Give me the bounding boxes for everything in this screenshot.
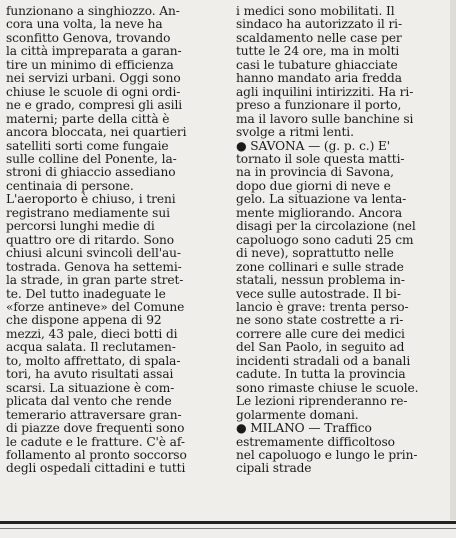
- text-line: ● SAVONA — (g. p. c.) E': [236, 138, 391, 153]
- text-line: cipali strade: [236, 461, 312, 476]
- article-column-right: [236, 5, 452, 476]
- bottom-rule: [0, 521, 456, 524]
- text-line: chiusi alcuni svincoli dell'au-: [6, 246, 181, 261]
- text-line: estremamente difficoltoso: [236, 434, 395, 449]
- text-line: mente migliorando. Ancora: [236, 205, 403, 220]
- text-line: ● MILANO — Traffico: [236, 421, 372, 436]
- text-line: casi le tubature ghiacciate: [236, 57, 398, 72]
- text-line: le cadute e le fratture. C'è af-: [6, 434, 185, 449]
- text-line: che dispone appena di 92: [6, 313, 162, 328]
- text-line: centinaia di persone.: [6, 178, 134, 193]
- text-line: to, molto affrettato, di spala-: [6, 353, 181, 368]
- text-line: tori, ha avuto risultati assai: [6, 367, 174, 382]
- text-line: mezzi, 43 pale, dieci botti di: [6, 326, 178, 341]
- text-line: di neve), soprattutto nelle: [236, 246, 394, 261]
- text-line: quattro ore di ritardo. Sono: [6, 232, 175, 247]
- text-line: sindaco ha autorizzato il ri-: [236, 17, 402, 32]
- text-line: tornato il sole questa matti-: [236, 151, 405, 166]
- text-line: ne e grado, compresi gli asili: [6, 98, 183, 113]
- text-line: sono rimaste chiuse le scuole.: [236, 380, 419, 395]
- text-line: agli inquilini intirizziti. Ha ri-: [236, 84, 414, 99]
- text-line: degli ospedali cittadini e tutti: [6, 461, 186, 476]
- text-line: la strade, in gran parte stret-: [6, 273, 184, 288]
- text-line: incidenti stradali od a banali: [236, 353, 411, 368]
- text-line: golarmente domani.: [236, 407, 359, 422]
- text-line: tire un minimo di efficienza: [6, 57, 174, 72]
- text-line: follamento al pronto soccorso: [6, 447, 187, 462]
- text-line: na in provincia di Savona,: [236, 165, 394, 180]
- text-line: dopo due giorni di neve e: [236, 178, 391, 193]
- text-line: Le lezioni riprenderanno re-: [236, 394, 408, 409]
- text-line: svolge a ritmi lenti.: [236, 125, 354, 140]
- text-line: sulle colline del Ponente, la-: [6, 151, 177, 166]
- text-line: te. Del tutto inadeguate le: [6, 286, 166, 301]
- article-column-left: [6, 5, 226, 476]
- text-line: ma il lavoro sulle banchine si: [236, 111, 414, 126]
- text-line: plicata dal vento che rende: [6, 394, 172, 409]
- text-line: cadute. In tutta la provincia: [236, 367, 406, 382]
- text-line: i medici sono mobilitati. Il: [236, 4, 395, 18]
- text-line: correre alle cure dei medici: [236, 326, 405, 341]
- text-line: acqua salata. Il reclutamen-: [6, 340, 176, 355]
- text-line: gelo. La situazione va lenta-: [236, 192, 407, 207]
- text-line: disagi per la circolazione (nel: [236, 219, 416, 234]
- text-line: statali, nessun problema in-: [236, 273, 405, 288]
- text-line: satelliti sorti come fungaie: [6, 138, 169, 153]
- text-line: «forze antineve» del Comune: [6, 299, 185, 314]
- text-line: tostrada. Genova ha settemi-: [6, 259, 182, 274]
- text-line: L'aeroporto è chiuso, i treni: [6, 192, 176, 207]
- text-line: ancora bloccata, nei quartieri: [6, 125, 187, 140]
- text-line: stroni di ghiaccio assediano: [6, 165, 176, 180]
- text-line: ne sono state costrette a ri-: [236, 313, 404, 328]
- text-line: registrano mediamente sui: [6, 205, 170, 220]
- text-line: nei servizi urbani. Oggi sono: [6, 71, 181, 86]
- text-line: capoluogo sono caduti 25 cm: [236, 232, 414, 247]
- text-line: del San Paolo, in seguito ad: [236, 340, 405, 355]
- text-line: tutte le 24 ore, ma in molti: [236, 44, 400, 59]
- text-line: chiuse le scuole di ogni ordi-: [6, 84, 181, 99]
- text-line: lancio è grave: trenta perso-: [236, 299, 409, 314]
- text-line: cora una volta, la neve ha: [6, 17, 163, 32]
- text-line: nel capoluogo e lungo le prin-: [236, 447, 418, 462]
- text-line: percorsi lunghi medie di: [6, 219, 155, 234]
- text-line: la città impreparata a garan-: [6, 44, 182, 59]
- text-line: di piazze dove frequenti sono: [6, 421, 185, 436]
- text-line: temerario attraversare gran-: [6, 407, 182, 422]
- text-line: scaldamento nelle case per: [236, 30, 402, 45]
- text-line: materni; parte della città è: [6, 111, 170, 126]
- text-line: hanno mandato aria fredda: [236, 71, 402, 86]
- text-line: vece sulle autostrade. Il bi-: [236, 286, 401, 301]
- text-line: preso a funzionare il porto,: [236, 98, 402, 113]
- text-line: funzionano a singhiozzo. An-: [6, 4, 180, 18]
- bottom-rule-thin: [0, 528, 456, 529]
- text-line: zone collinari e sulle strade: [236, 259, 404, 274]
- text-line: scarsi. La situazione è com-: [6, 380, 175, 395]
- text-line: sconfitto Genova, trovando: [6, 30, 171, 45]
